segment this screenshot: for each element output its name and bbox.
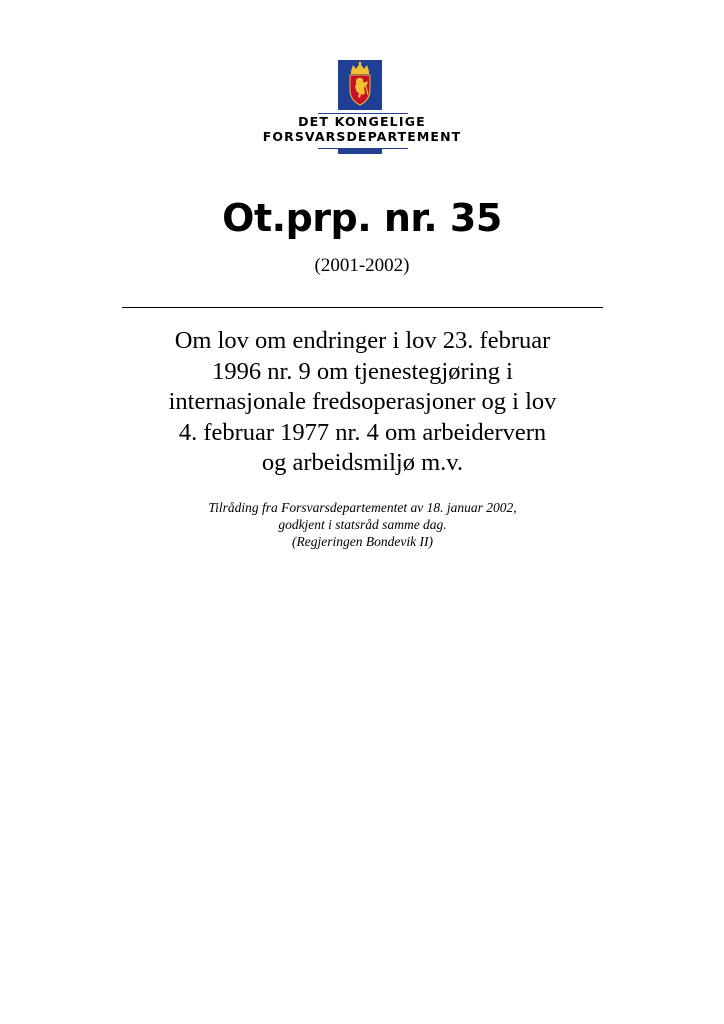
- subject-line: 4. februar 1977 nr. 4 om arbeidervern: [178, 418, 547, 446]
- recommendation-line: (Regjeringen Bondevik II): [292, 534, 433, 549]
- subject-line: og arbeidsmiljø m.v.: [261, 449, 464, 476]
- recommendation-note: [122, 499, 603, 550]
- department-name-line1: DET KONGELIGE: [298, 114, 426, 129]
- department-logo: [0, 60, 724, 155]
- title-divider: [122, 307, 603, 308]
- logo-blue-bar: [338, 149, 382, 154]
- subject-line: internasjonale fredsoperasjoner og i lov: [168, 388, 557, 415]
- norwegian-coat-of-arms-icon: [338, 60, 382, 110]
- document-subject: [122, 326, 603, 479]
- document-session: (2001-2002): [314, 255, 410, 276]
- subject-line: Om lov om endringer i lov 23. februar: [174, 327, 551, 354]
- recommendation-line: godkjent i statsråd samme dag.: [278, 517, 447, 532]
- subject-line: 1996 nr. 9 om tjenestegjøring i: [212, 357, 513, 385]
- document-title: Ot.prp. nr. 35: [222, 196, 502, 240]
- department-name-line2: FORSVARSDEPARTEMENT: [262, 129, 462, 144]
- recommendation-line: Tilråding fra Forsvarsdepartementet av 18. januar 2002,: [208, 500, 517, 515]
